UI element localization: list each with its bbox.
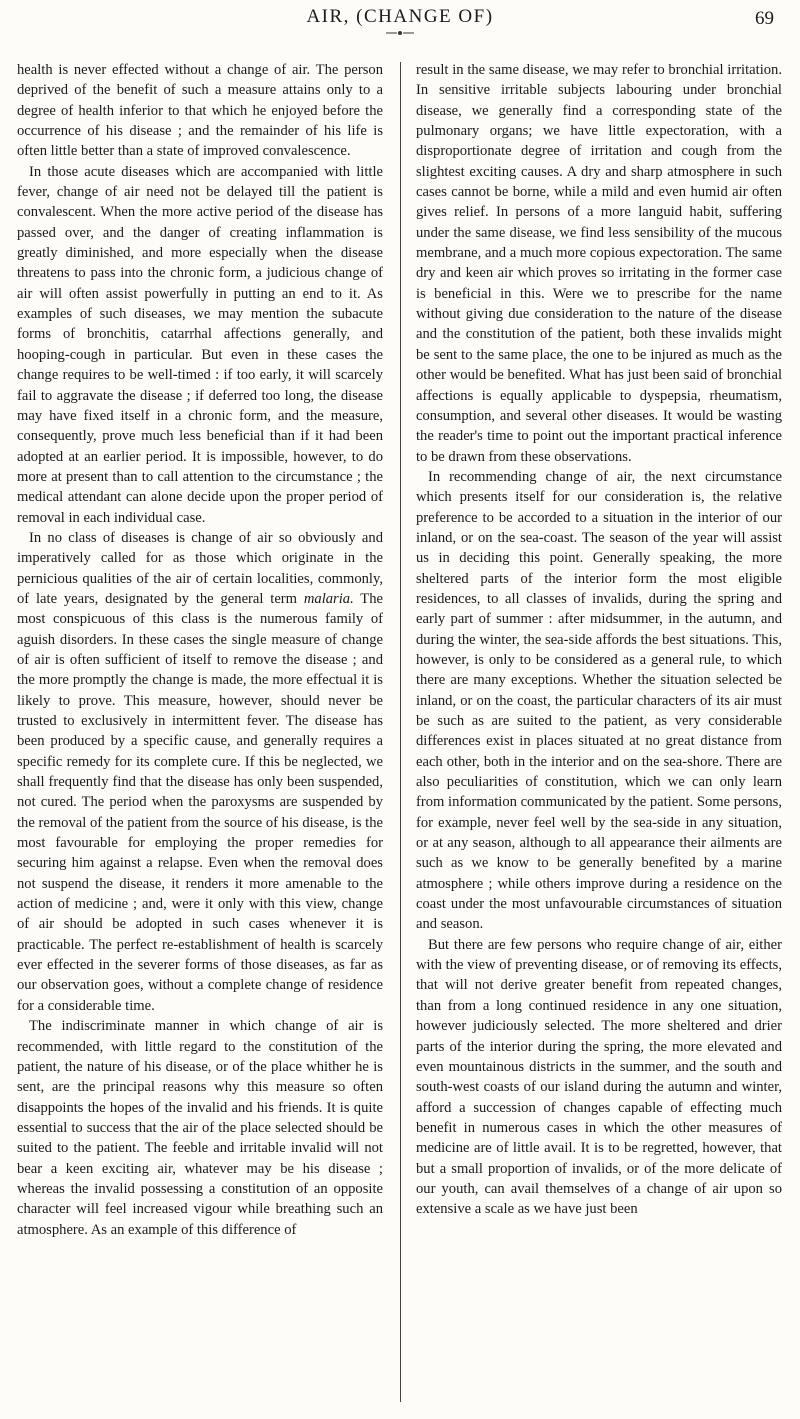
paragraph [17, 528, 383, 1016]
paragraph: result in the same disease, we may refer to bronchial irritation. In sensitive irritable subjects labouring under bronchial disease, we generally find a corresponding state of the pulmonary organs; we have little expectoration, with a disproportionate degree of irritation and cough from the slightest exciting causes. A dry and sharp atmosphere in such cases cannot be borne, while a mild and even humid air often gives relief. In persons of a more languid habit, suffering under the same disease, we find less sensibility of the mucous membrane, and a much more copious expectoration. The same dry and keen air which proves so irritating in the former case is beneficial in this. Were we to prescribe for the name without giving due consideration to the nature of the disease and the constitution of the patient, both these invalids might be sent to the same place, the one to be injured as much as the other would be benefited. What has just been said of bronchial affections is equally applicable to dyspepsia, rheumatism, consumption, and several other diseases. It would be wasting the reader's time to point out the important practical inference to be drawn from these observations. [416, 62, 782, 465]
page-header [0, 4, 800, 34]
right-column [416, 60, 782, 1220]
left-column [17, 60, 383, 1240]
paragraph: In those acute diseases which are accompanied with little fever, change of air need not be delayed till the patient is convalescent. When the more active period of the disease has passed over, and the danger of creating inflammation is greatly diminished, and more especially when the disease threatens to pass into the chronic form, a judicious change of air will often assist powerfully in putting an end to it. As examples of such diseases, we may mention the subacute forms of bronchitis, catarrhal affections generally, and hooping-cough in particular. But even in these cases the change requires to be well-timed : if too early, it will scarcely fail to aggravate the disease ; if deferred too long, the disease may have fixed itself in a chronic form, and the measure, consequently, prove much less beneficial than if it had been adopted at an earlier period. It is impossible, however, to do more at present than to call attention to the circumstance ; the medical attendant can alone decide upon the proper period of removal in each individual case. [17, 163, 383, 526]
header-ornament [386, 30, 414, 36]
column-divider [400, 62, 401, 1402]
running-head-title: AIR, (CHANGE OF) [306, 6, 494, 27]
term-malaria: malaria. [303, 590, 354, 607]
paragraph: health is never effected without a change of air. The person deprived of the benefit of such a measure attains only to a degree of health inferior to that which he enjoyed before the occurrence of his disease ; and the remainder of his life is often little better than a state of improved convalescence. [17, 62, 383, 160]
paragraph: In recommending change of air, the next circumstance which presents itself for our consideration is, the relative preference to be accorded to a situation in the interior of our inland, or on the sea-coast. The season of the year will assist us in deciding this point. Generally speaking, the more sheltered parts of the interior form the most eligible residences, to all classes of invalids, during the spring and early part of summer : after midsummer, in the autumn, and during the winter, the sea-side affords the best situations. This, however, is only to be considered as a general rule, to which there are many exceptions. Whether the situation selected be inland, or on the coast, the particular characters of its air must be such as are suited to the patient, as very considerable differences exist in places situated at no great distance from each other, both in the interior and on the sea-shore. There are also peculiarities of constitution, which we can only learn from information communicated by the patient. Some persons, for example, never feel well by the sea-side in any situation, or at any season, although to all appearance their ailments are such as we know to be generally benefited by a marine atmosphere ; while others improve during a residence on the coast under the most unfavourable circumstances of situation and season. [416, 468, 782, 933]
paragraph: The indiscriminate manner in which change of air is recommended, with little regard to the constitution of the patient, the nature of his disease, or of the place whither he is sent, are the principal reasons why this measure so often disappoints the hopes of the invalid and his friends. It is quite essential to success that the air of the place selected should be suited to the patient. The feeble and irritable invalid will not bear a keen exciting air, whatever may be his disease ; whereas the invalid possessing a constitution of an opposite character will feel increased vigour while breathing such an atmosphere. As an example of this difference of [17, 1018, 383, 1238]
paragraph-text: In no class of diseases is change of air so obviously and imperatively called for as those which originate in the pernicious qualities of the air of certain localities, commonly, of late years, designated by the general term [17, 529, 383, 607]
paragraph-text: The most conspicuous of this class is the numerous family of aguish disorders. In these cases the single measure of change of air is often sufficient of itself to remove the disease ; and the more promptly the change is made, the more effectual it is likely to prove. This measure, however, should never be trusted to exclusively in intermittent fever. The disease has been produced by a specific cause, and generally requires a specific remedy for its complete cure. If this be neglected, we shall frequently find that the disease has only been suspended, not cured. The period when the paroxysms are suspended by the removal of the patient from the source of his disease, is the most favourable for employing the proper remedies for securing him against a relapse. Even when the removal does not suspend the disease, it renders it more amenable to the action of medicine ; and, were it only with this view, change of air should be adopted in such cases whenever it is practicable. The perfect re-establishment of health is scarcely ever effected in the severer forms of those diseases, as far as our observation goes, without a complete change of residence for a considerable time. [17, 590, 383, 1014]
page-number: 69 [755, 8, 774, 29]
paragraph: But there are few persons who require change of air, either with the view of preventing disease, or of removing its effects, that will not derive greater benefit from repeated changes, than from a long continued residence in any one situation, however judiciously selected. The more sheltered and drier parts of the interior during the spring, the more elevated and even mountainous districts in the summer, and the south and south-west coasts of our island during the autumn and winter, afford a succession of changes capable of effecting much benefit in numerous cases in which the other measures of medicine are of little avail. It is to be regretted, however, that but a small proportion of invalids, or of the more delicate of our youth, can avail themselves of a change of air upon so extensive a scale as we have just been [416, 936, 782, 1218]
